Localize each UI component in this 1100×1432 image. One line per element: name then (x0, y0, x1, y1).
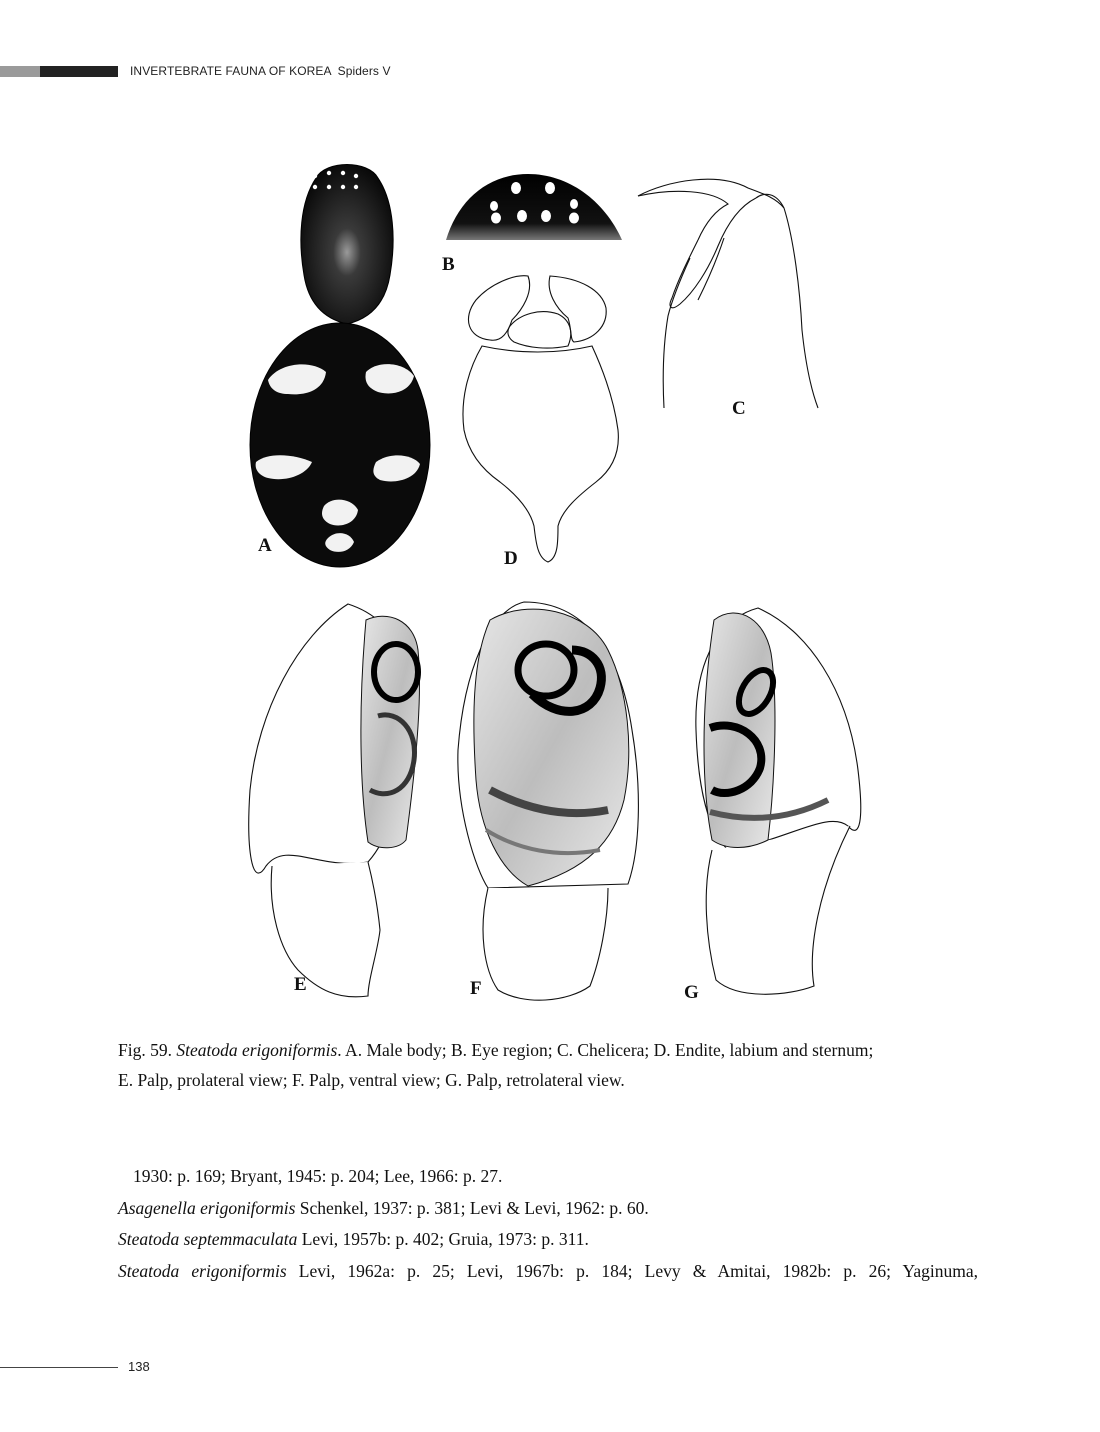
panel-label-d: D (504, 548, 518, 569)
panel-g-palp-retrolateral (684, 608, 861, 1003)
panel-a-male-body (250, 165, 430, 568)
synonymy-entry (118, 1224, 978, 1256)
running-header (130, 64, 391, 78)
synonymy-entry (118, 1193, 978, 1225)
panel-c-chelicera (638, 179, 818, 419)
synonymy-citation: 1930: p. 169; Bryant, 1945: p. 204; Lee, 1966: p. 27. (133, 1166, 503, 1186)
synonymy-taxon: Steatoda erigoniformis (118, 1260, 287, 1281)
panel-label-g: G (684, 982, 699, 1003)
caption-line-2: E. Palp, prolateral view; F. Palp, ventral view; G. Palp, retrolateral view. (118, 1070, 625, 1090)
footer-rule (0, 1367, 118, 1368)
synonymy-citation: Levi, 1957b: p. 402; Gruia, 1973: p. 311. (297, 1229, 589, 1249)
synonymy-list (118, 1161, 978, 1287)
caption-species-name: Steatoda erigoniformis (176, 1040, 338, 1060)
panel-label-a: A (258, 535, 272, 556)
series-title: INVERTEBRATE FAUNA OF KOREA (130, 64, 332, 78)
panel-label-e: E (294, 974, 307, 995)
synonymy-taxon: Steatoda septemmaculata (118, 1229, 298, 1249)
synonymy-citation: Levi, 1962a: p. 25; Levi, 1967b: p. 184; Levy & Amitai, 1982b: p. 26; Yaginuma, (286, 1260, 978, 1281)
synonymy-citation: Schenkel, 1937: p. 381; Levi & Levi, 1962: p. 60. (295, 1197, 649, 1218)
header-bar-light (0, 66, 40, 77)
caption-figure-number: Fig. 59. (118, 1040, 172, 1060)
panel-label-b: B (442, 254, 455, 275)
figure-plate (228, 150, 892, 1016)
synonymy-taxon: Asagenella erigoniformis (118, 1197, 296, 1218)
panel-d-endite-labium-sternum (463, 276, 618, 569)
synonymy-entry (118, 1256, 978, 1288)
page-number: 138 (128, 1359, 150, 1374)
panel-b-eye-region (442, 174, 622, 275)
caption-text-1: . A. Male body; B. Eye region; C. Chelicera; D. Endite, labium and sternum; (337, 1040, 874, 1060)
panel-e-palp-prolateral (249, 604, 420, 997)
header-bar-dark (40, 66, 118, 77)
panel-label-c: C (732, 398, 746, 419)
figure-caption (118, 1035, 978, 1095)
panel-label-f: F (470, 978, 482, 999)
caption-line-1 (118, 1035, 978, 1065)
synonymy-entry (118, 1161, 978, 1193)
volume-title: Spiders V (337, 64, 391, 78)
panel-f-palp-ventral (458, 602, 639, 1000)
